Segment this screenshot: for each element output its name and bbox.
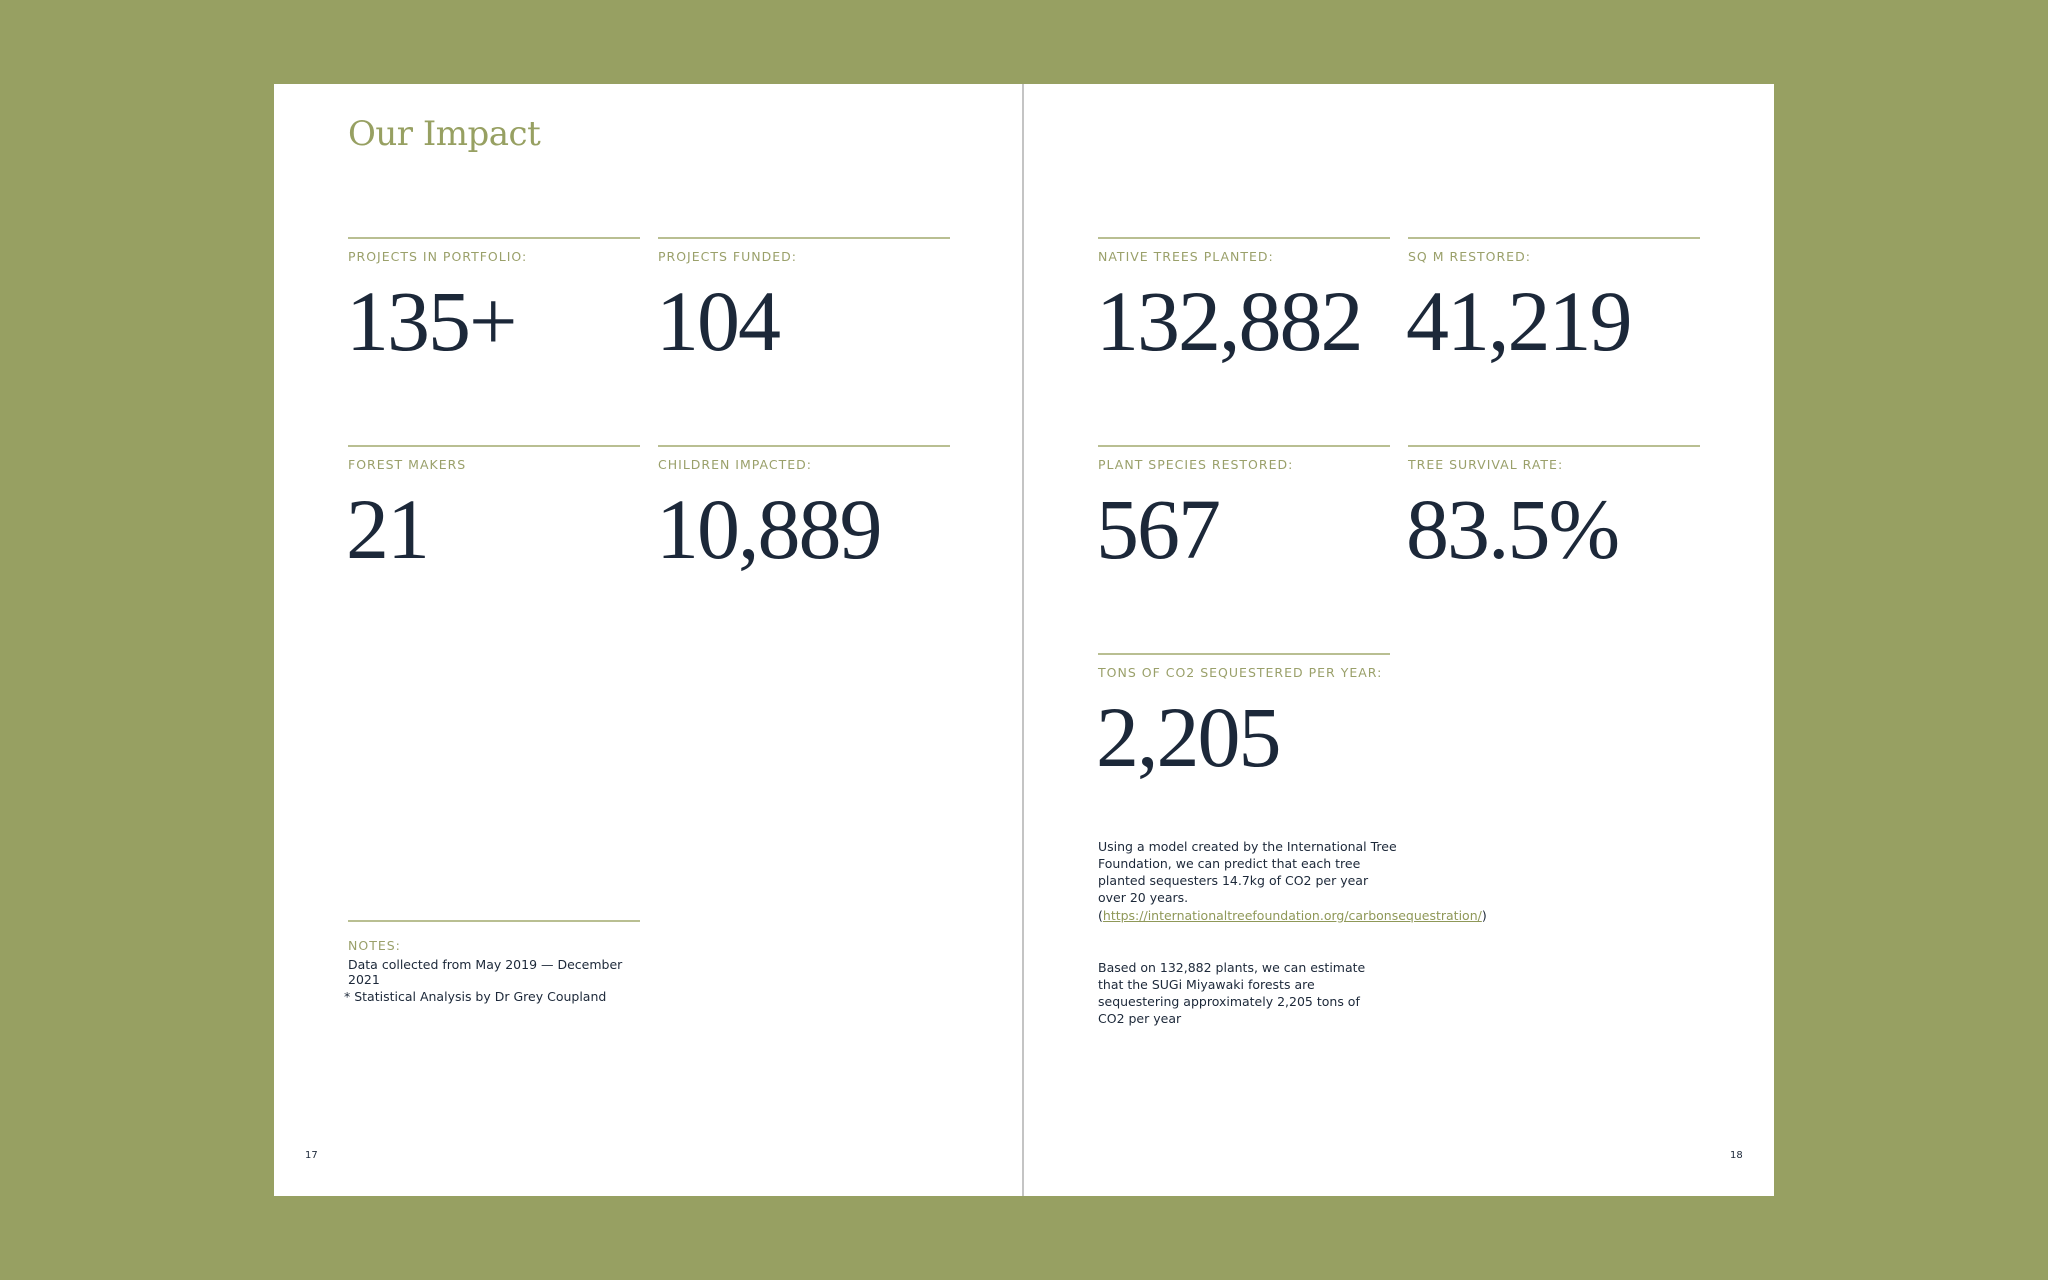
stat-label: SQ M RESTORED: — [1408, 249, 1531, 264]
page-title: Our Impact — [348, 114, 541, 154]
stat-label: FOREST MAKERS — [348, 457, 467, 472]
page-number-right: 18 — [1730, 1150, 1743, 1161]
notes-block — [348, 920, 640, 987]
co2-estimate: Based on 132,882 plants, we can estimate that the SUGi Miyawaki forests are sequestering approximately 2,205 tons of CO2 per year — [1098, 960, 1366, 1026]
link-paren-open: ( — [1098, 908, 1103, 923]
stat-tree-survival-rate — [1406, 445, 1700, 577]
stat-children-impacted — [656, 445, 950, 577]
link-paren-close: ) — [1481, 908, 1487, 923]
source-reference — [1098, 907, 1487, 924]
source-link[interactable]: https://internationaltreefoundation.org/carbonsequestration/ — [1102, 908, 1482, 923]
stat-native-trees-planted — [1096, 237, 1390, 369]
stat-value: 41,219 — [1406, 273, 1631, 369]
notes-label: NOTES: — [348, 938, 401, 953]
stat-value: 83.5% — [1406, 481, 1619, 577]
stat-label: CHILDREN IMPACTED: — [658, 457, 812, 472]
stat-projects-in-portfolio — [346, 237, 640, 369]
document-spread — [274, 84, 1774, 1196]
stat-value: 132,882 — [1096, 273, 1362, 369]
stat-co2-sequestered — [1096, 653, 1390, 785]
stat-value: 2,205 — [1096, 689, 1280, 785]
stat-value: 104 — [656, 273, 779, 369]
notes-text: Data collected from May 2019 — December 2021 — [348, 957, 623, 987]
stat-value: 10,889 — [656, 481, 881, 577]
page-gutter — [1022, 84, 1024, 1196]
stat-value: 567 — [1096, 481, 1219, 577]
stat-label: PROJECTS IN PORTFOLIO: — [348, 249, 528, 264]
page-number-left: 17 — [305, 1150, 318, 1161]
stat-plant-species-restored — [1096, 445, 1390, 577]
stat-sq-m-restored — [1406, 237, 1700, 369]
stat-label: PROJECTS FUNDED: — [658, 249, 797, 264]
stat-label: NATIVE TREES PLANTED: — [1098, 249, 1274, 264]
stat-label: TONS OF CO2 SEQUESTERED PER YEAR: — [1098, 665, 1383, 680]
co2-model-description: Using a model created by the International Tree Foundation, we can predict that each tree planted sequesters 14.7kg of CO2 per year over 20 years. — [1098, 839, 1397, 905]
stat-projects-funded — [656, 237, 950, 369]
stat-value: 21 — [346, 481, 428, 577]
footnote: * Statistical Analysis by Dr Grey Coupland — [344, 989, 607, 1004]
stat-value: 135+ — [346, 273, 516, 369]
stat-label: PLANT SPECIES RESTORED: — [1098, 457, 1294, 472]
stat-label: TREE SURVIVAL RATE: — [1408, 457, 1564, 472]
stat-forest-makers — [346, 445, 640, 577]
